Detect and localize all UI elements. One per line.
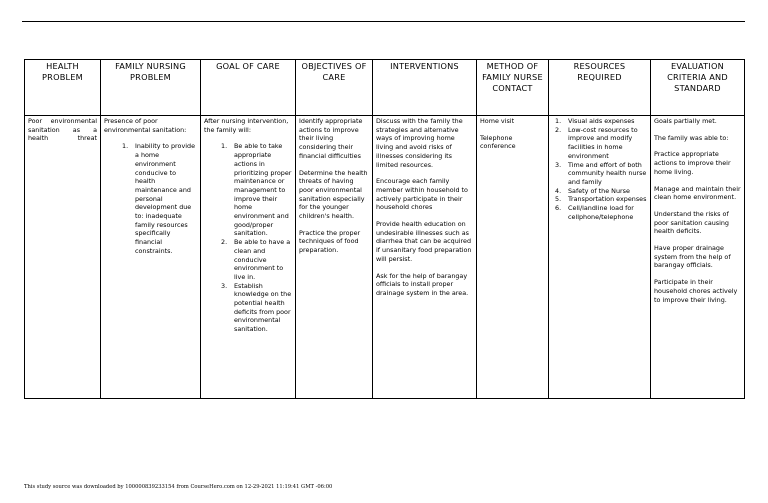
list-item: 6. Cell/landline load for cellphone/telephone xyxy=(555,204,634,221)
objective-1: Identify appropriate actions to improve their living considering their financial difficulties xyxy=(299,117,363,160)
cell-health-problem xyxy=(25,116,101,399)
list-item: 3. Establish knowledge on the potential health deficits from poor environmental sanitation. xyxy=(221,281,292,334)
intervention-4: Ask for the help of barangay officials to install proper drainage system in the area. xyxy=(376,271,469,297)
list-item: 1. Be able to take appropriate actions in prioritizing proper maintenance or management to improve their home environment and good/proper sanitation. xyxy=(221,142,292,238)
objective-2: Determine the health threats of having poor environmental sanitation especially for the younger children's health. xyxy=(299,168,368,221)
evaluation-summary: Goals partially met. xyxy=(654,117,717,125)
intervention-1: Discuss with the family the strategies and alternative ways of improving home living and avoid risks of illnesses considering its limited resources. xyxy=(376,117,463,169)
list-item: 3. Time and effort of both community health nurse and family xyxy=(555,160,647,186)
header-resources-required: RESOURCES REQUIRED xyxy=(549,60,651,116)
header-interventions: INTERVENTIONS xyxy=(373,60,477,116)
table-row xyxy=(25,116,745,399)
header-family-nursing-problem: FAMILY NURSING PROBLEM xyxy=(101,60,201,116)
family-nursing-care-plan-table xyxy=(24,59,745,399)
header-row xyxy=(25,60,745,116)
method-telephone: Telephone conference xyxy=(480,133,516,151)
goal-intro: After nursing intervention, the family will: xyxy=(204,117,289,134)
intervention-2: Encourage each family member within household to actively participate in their household chores xyxy=(376,177,468,212)
header-objectives-of-care: OBJECTIVES OF CARE xyxy=(296,60,373,116)
list-item: 5. Transportation expenses xyxy=(555,195,647,204)
header-method-of-contact: METHOD OF FAMILY NURSE CONTACT xyxy=(477,60,549,116)
health-problem-text: Poor environmental sanitation as a health threat xyxy=(28,117,97,143)
cell-objectives-of-care xyxy=(296,116,373,399)
top-rule xyxy=(22,21,745,22)
objective-3: Practice the proper techniques of food preparation. xyxy=(299,228,361,255)
evaluation-item: Participate in their household chores actively to improve their living. xyxy=(654,278,738,304)
evaluation-lead: The family was able to: xyxy=(654,133,729,142)
evaluation-item: Manage and maintain their clean home environment. xyxy=(654,184,741,202)
list-item: 1. Inability to provide a home environment conducive to health maintenance and personal development due to: inadequate family resources specifically financial constraints. xyxy=(122,142,195,255)
header-goal-of-care: GOAL OF CARE xyxy=(201,60,296,116)
list-item: 1. Visual aids expenses xyxy=(555,117,635,125)
family-problem-list xyxy=(104,142,197,255)
list-item: 2. Low-cost resources to improve and modify facilities in home environment xyxy=(555,125,638,160)
list-item: 4. Safety of the Nurse xyxy=(555,186,630,195)
family-problem-intro: Presence of poor environmental sanitation: xyxy=(104,117,187,134)
resources-list xyxy=(552,117,647,221)
intervention-3: Provide health education on undesirable illnesses such as diarrhea that can be acquired if unsanitary food preparation will persist. xyxy=(376,220,472,263)
header-evaluation: EVALUATION CRITERIA AND STANDARD xyxy=(651,60,745,116)
evaluation-item: Understand the risks of poor sanitation causing health deficits. xyxy=(654,209,729,236)
evaluation-item: Have proper drainage system from the help of barangay officials. xyxy=(654,244,731,270)
goal-list xyxy=(204,142,292,333)
evaluation-item: Practice appropriate actions to improve their home living. xyxy=(654,150,731,176)
cell-goal-of-care xyxy=(201,116,296,399)
method-home-visit: Home visit xyxy=(480,117,515,125)
cell-interventions xyxy=(373,116,477,399)
cell-method-of-contact xyxy=(477,116,549,399)
download-footer: This study source was downloaded by 100000839233154 from CourseHero.com on 12-29-2021 11:19:41 GMT -06:00 xyxy=(24,484,333,490)
header-health-problem: HEALTH PROBLEM xyxy=(25,60,101,116)
cell-family-nursing-problem xyxy=(101,116,201,399)
list-item: 2. Be able to have a clean and conducive environment to live in. xyxy=(221,238,291,281)
cell-resources-required xyxy=(549,116,651,399)
cell-evaluation xyxy=(651,116,745,399)
